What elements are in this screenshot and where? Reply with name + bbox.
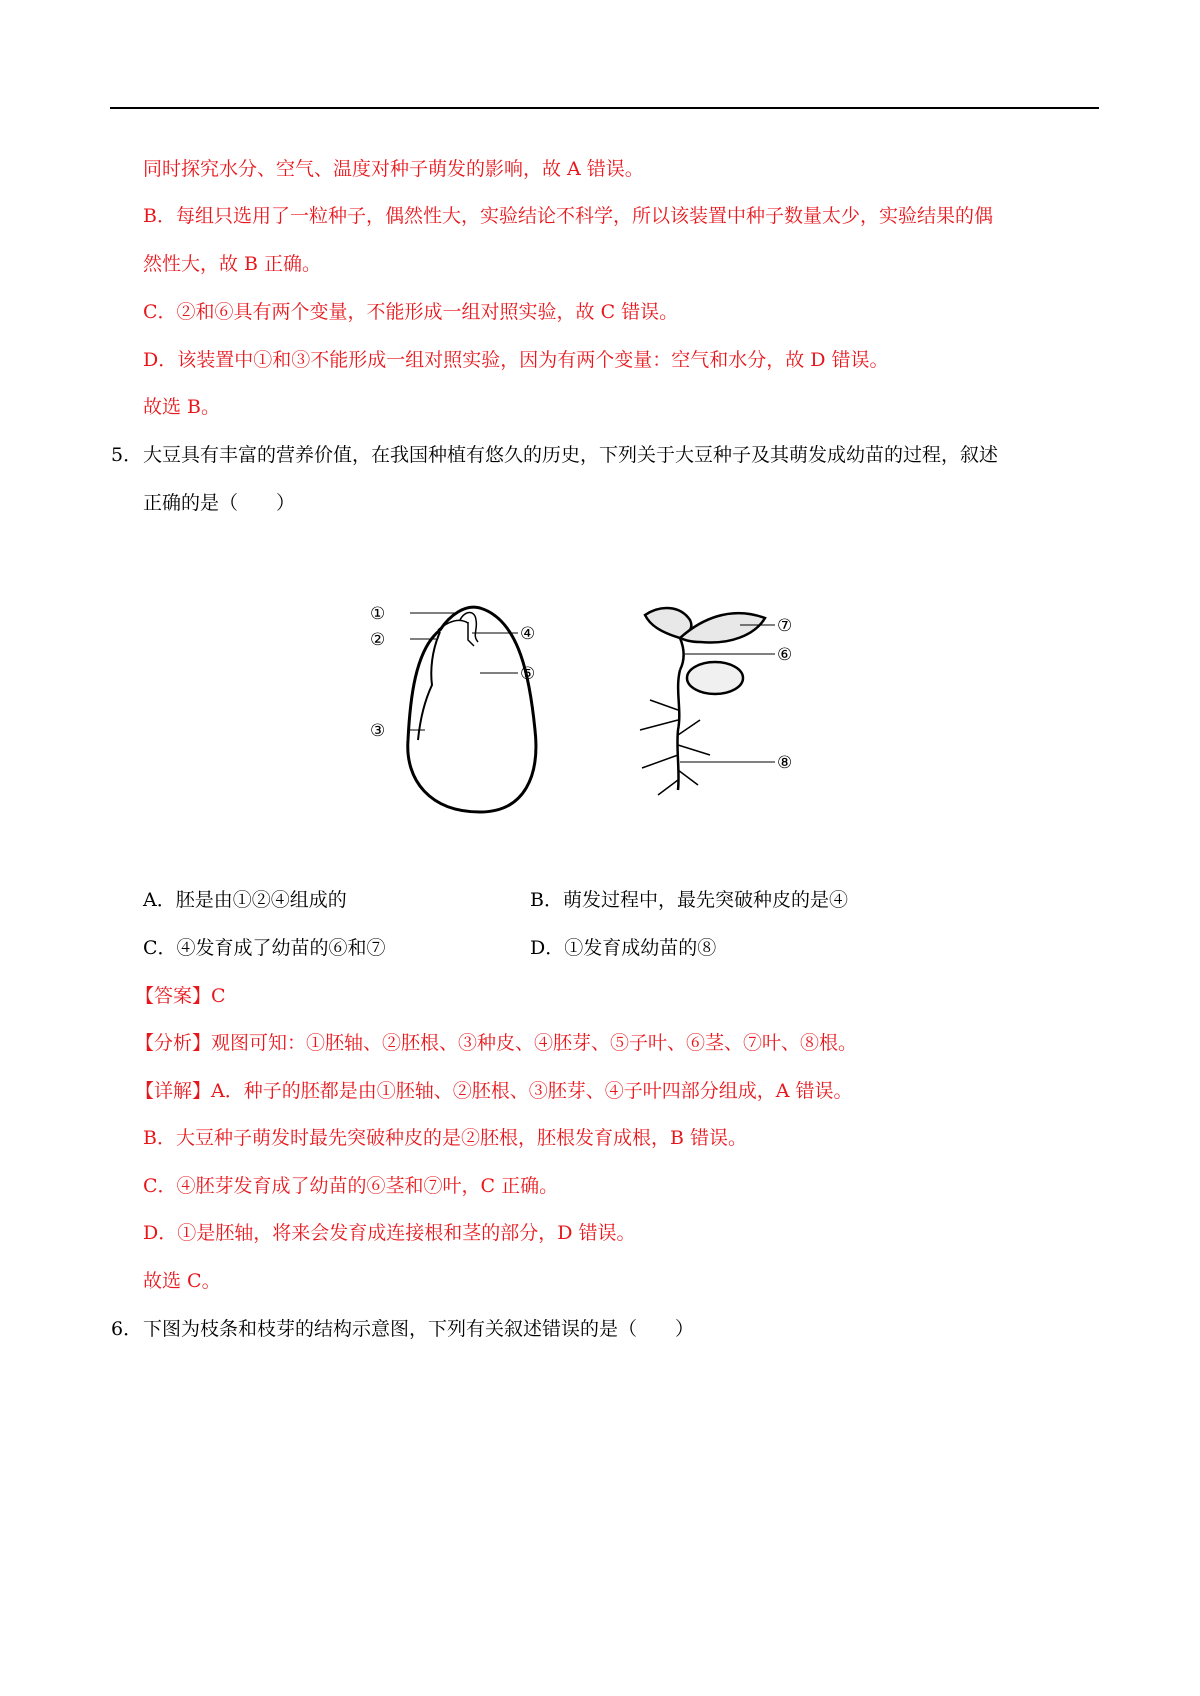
detail-option-c: C．④胚芽发育成了幼苗的⑥茎和⑦叶，C 正确。 bbox=[143, 1175, 559, 1197]
seed-label-2: ② bbox=[370, 630, 386, 650]
prev-solution-option-c: C．②和⑥具有两个变量，不能形成一组对照实验，故 C 错误。 bbox=[143, 301, 679, 323]
prev-solution-option-b: B．每组只选用了一粒种子，偶然性大，实验结论不科学，所以该装置中种子数量太少，实验结果的偶 bbox=[143, 205, 993, 227]
header-rule bbox=[110, 107, 1099, 109]
analysis-line: 【分析】观图可知：①胚轴、②胚根、③种皮、④胚芽、⑤子叶、⑥茎、⑦叶、⑧根。 bbox=[135, 1032, 858, 1054]
detail-option-d: D．①是胚轴，将来会发育成连接根和茎的部分，D 错误。 bbox=[143, 1222, 636, 1244]
prev-solution-line: 同时探究水分、空气、温度对种子萌发的影响，故 A 错误。 bbox=[143, 158, 644, 180]
question-5-number: 5． bbox=[111, 444, 143, 466]
question-6-number: 6． bbox=[111, 1318, 143, 1340]
seed-label-4: ④ bbox=[520, 624, 536, 644]
option-d: D．①发育成幼苗的⑧ bbox=[530, 937, 717, 959]
option-a: A．胚是由①②④组成的 bbox=[143, 889, 347, 911]
seedling-label-7: ⑦ bbox=[777, 616, 793, 636]
prev-solution-option-b-cont: 然性大，故 B 正确。 bbox=[143, 253, 322, 275]
seedling-label-8: ⑧ bbox=[777, 753, 793, 773]
answer-line: 【答案】C bbox=[135, 985, 226, 1007]
option-b: B．萌发过程中，最先突破种皮的是④ bbox=[530, 889, 848, 911]
question-5-stem: 大豆具有丰富的营养价值，在我国种植有悠久的历史，下列关于大豆种子及其萌发成幼苗的过程，叙述 bbox=[143, 444, 999, 466]
detail-option-a: 【详解】A．种子的胚都是由①胚轴、②胚根、③胚芽、④子叶四部分组成，A 错误。 bbox=[135, 1080, 853, 1102]
seed-label-3: ③ bbox=[370, 721, 386, 741]
option-c: C．④发育成了幼苗的⑥和⑦ bbox=[143, 937, 386, 959]
question-6-stem: 下图为枝条和枝芽的结构示意图，下列有关叙述错误的是（ ） bbox=[143, 1318, 695, 1340]
seedling-diagram bbox=[640, 608, 775, 795]
seedling-label-6: ⑥ bbox=[777, 645, 793, 665]
solution-choice: 故选 C。 bbox=[143, 1270, 221, 1292]
seed-diagram bbox=[408, 607, 536, 812]
detail-option-b: B．大豆种子萌发时最先突破种皮的是②胚根，胚根发育成根，B 错误。 bbox=[143, 1127, 747, 1149]
prev-solution-choice: 故选 B。 bbox=[143, 396, 221, 418]
prev-solution-option-d: D．该装置中①和③不能形成一组对照实验，因为有两个变量：空气和水分，故 D 错误。 bbox=[143, 349, 889, 371]
seed-label-1: ① bbox=[370, 604, 386, 624]
question-5-stem-cont: 正确的是（ ） bbox=[143, 492, 296, 514]
soybean-figure bbox=[370, 590, 880, 820]
seed-label-5: ⑤ bbox=[520, 664, 536, 684]
